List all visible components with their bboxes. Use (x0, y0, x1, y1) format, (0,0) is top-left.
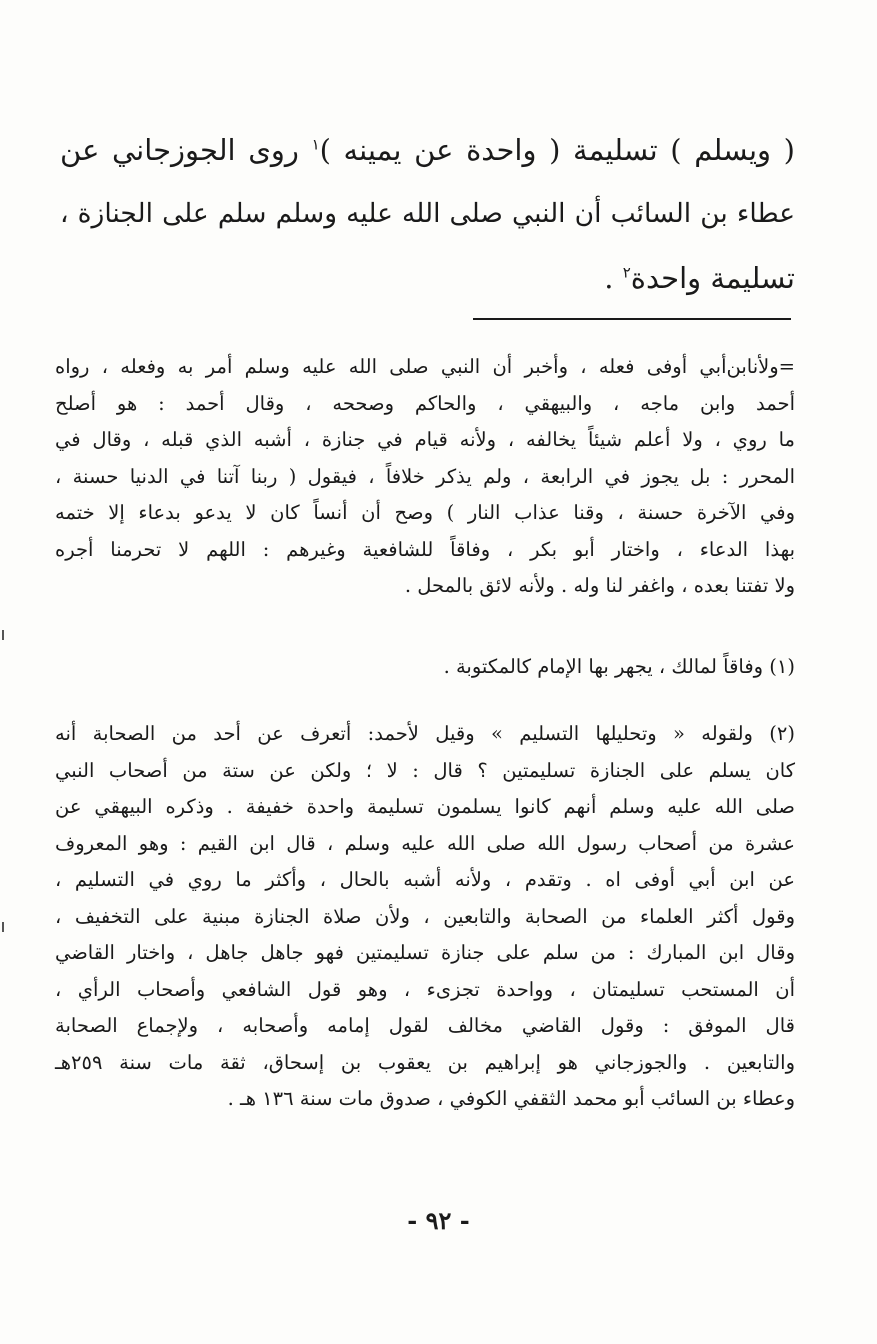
footnote-line: وفي الآخرة حسنة ، وقنا عذاب النار ) وصح أن أنساً كان لا يدعو بدعاء إلا ختمه (55, 501, 795, 524)
footnote-1 (55, 649, 795, 686)
main-line: ( ويسلم ) تسليمة ( واحدة عن يمينه )$^١$ روى الجوزجاني عن (60, 133, 795, 167)
footnote-line: ما روي ، ولا أعلم شيئاً يخالفه ، ولأنه قيام في جنازة ، أشبه الذي قبله ، وقال في (55, 428, 795, 451)
footnote-line: أحمد وابن ماجه ، والبيهقي ، والحاكم وصححه ، وقال أحمد : هو أصلح (55, 391, 795, 415)
footnote-line: والتابعين . والجوزجاني هو إبراهيم بن يعقوب بن إسحاق، ثقة مات سنة ٢٥٩هـ (55, 1050, 795, 1074)
footnote-line: وعطاء بن السائب أبو محمد الثقفي الكوفي ، صدوق مات سنة ١٣٦ هـ . (227, 1087, 795, 1110)
main-text (60, 118, 795, 310)
footnote-line: (١) وفاقاً لمالك ، يجهر بها الإمام كالمكتوبة . (443, 655, 795, 678)
footnote-ref-1: ١ (311, 135, 320, 154)
footnote-line: قال الموفق : وقول القاضي مخالف لقول إمامه وأصحابه ، ولإجماع الصحابة (55, 1014, 795, 1037)
footnote-continued (55, 349, 795, 605)
footnote-line: وقول أكثر العلماء من الصحابة والتابعين ، ولأن صلاة الجنازة مبنية على التخفيف ، (55, 904, 795, 928)
footnote-2 (55, 716, 795, 1118)
footnote-separator (473, 318, 791, 320)
footnote-line: بهذا الدعاء ، واختار أبو بكر ، وفاقاً للشافعية وغيرهم : اللهم لا تحرمنا أجره (55, 537, 795, 561)
scan-edge-mark (2, 630, 4, 640)
footnote-line: المحرر : بل يجوز في الرابعة ، ولم يذكر خلافاً ، فيقول ( ربنا آتنا في الدنيا حسنة ، (55, 464, 795, 488)
footnote-ref-2: ٢ (622, 263, 631, 282)
footnote-line: صلى الله عليه وسلم أنهم كانوا يسلمون تسليمة واحدة خفيفة . وذكره البيهقي عن (55, 795, 795, 818)
footnote-line: (٢) ولقوله « وتحليلها التسليم » وقيل لأحمد: أتعرف عن أحد من الصحابة أنه (55, 722, 795, 745)
page-number: - ٩٢ - (407, 1206, 470, 1235)
footnote-line: =ولأنابن‌أبي أوفى فعله ، وأخبر أن النبي صلى الله عليه وسلم أمر به وفعله ، رواه (55, 355, 795, 378)
footnote-line: ولا تفتنا بعده ، واغفر لنا وله . ولأنه لائق بالمحل . (404, 574, 795, 597)
main-line: عطاء بن السائب أن النبي صلى الله عليه وسلم سلم على الجنازة ، (60, 198, 795, 229)
footnote-line: أن المستحب تسليمتان ، وواحدة تجزىء ، وهو قول الشافعي وأصحاب الرأي ، (55, 977, 795, 1001)
scan-edge-mark (2, 922, 4, 932)
main-line: تسليمة واحدة$^٢$ . (604, 261, 795, 295)
footnote-line: وقال ابن المبارك : من سلم على جنازة تسليمتين فهو جاهل جاهل ، واختار القاضي (55, 941, 795, 964)
footnote-line: عشرة من أصحاب رسول الله صلى الله عليه وسلم ، قال ابن القيم : وهو المعروف (55, 831, 795, 855)
footnote-line: كان يسلم على الجنازة تسليمتين ؟ قال : لا ؛ ولكن عن ستة من أصحاب النبي (55, 758, 795, 782)
footnote-line: عن ابن أبي أوفى اه . وتقدم ، ولأنه أشبه بالحال ، وأكثر ما روي في التسليم ، (55, 868, 795, 891)
